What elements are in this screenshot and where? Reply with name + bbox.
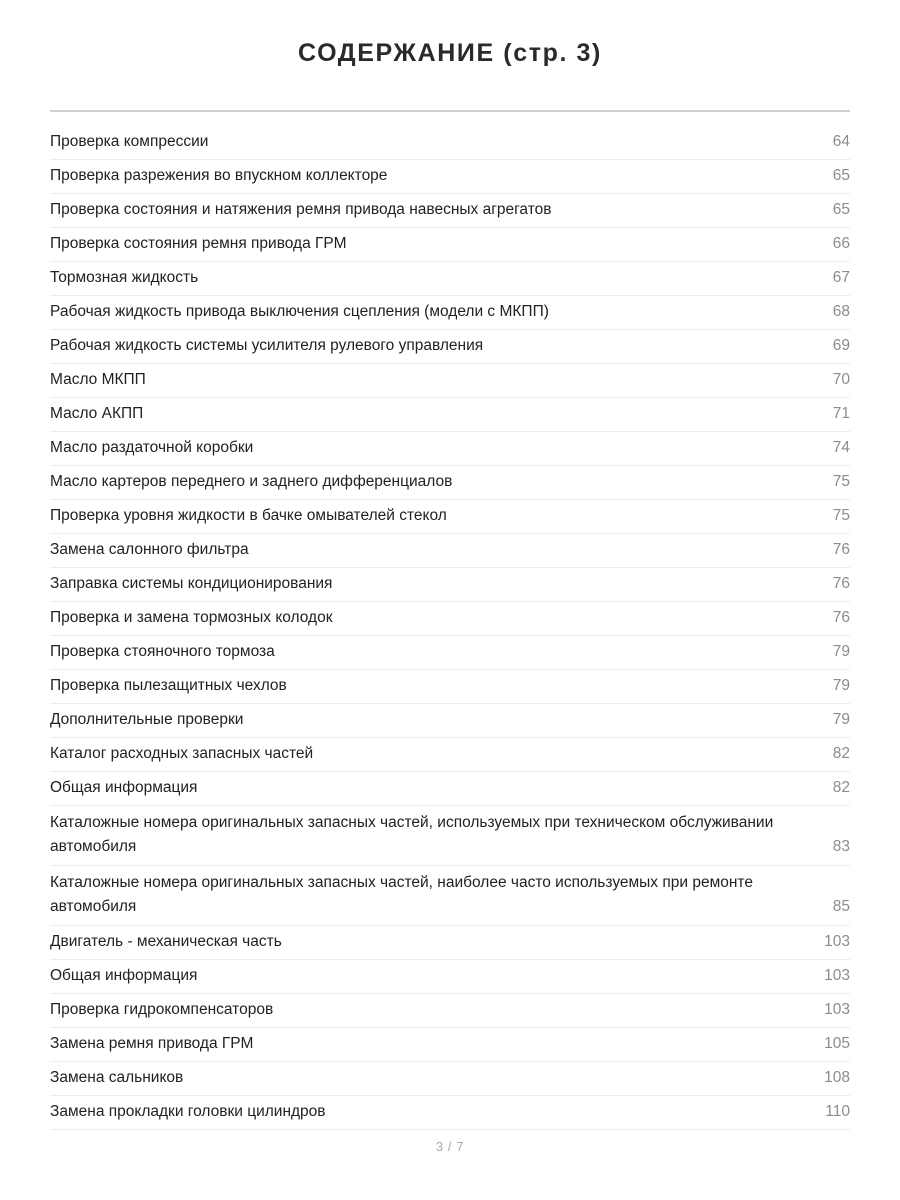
toc-entry-page-number: 67	[832, 269, 850, 287]
toc-entry-page-number: 65	[832, 167, 850, 185]
toc-entry[interactable]	[50, 262, 850, 296]
toc-entry-title: Масло раздаточной коробки	[50, 439, 254, 457]
toc-entry[interactable]	[50, 772, 850, 806]
toc-entry-page-number: 75	[832, 473, 850, 491]
toc-entry[interactable]	[50, 602, 850, 636]
toc-entry-title: Масло АКПП	[50, 405, 144, 423]
toc-entry-title: Проверка стояночного тормоза	[50, 643, 275, 661]
toc-entry[interactable]	[50, 866, 850, 926]
toc-entry[interactable]	[50, 960, 850, 994]
toc-entry-title: Проверка состояния и натяжения ремня привода навесных агрегатов	[50, 201, 552, 219]
toc-entry-title: Проверка состояния ремня привода ГРМ	[50, 235, 347, 253]
toc-entry[interactable]	[50, 568, 850, 602]
toc-entry-page-number: 65	[832, 201, 850, 219]
toc-entry-page-number: 105	[824, 1035, 850, 1053]
toc-entry[interactable]	[50, 738, 850, 772]
toc-entry-title: Проверка разрежения во впускном коллекторе	[50, 167, 388, 185]
toc-entry-page-number: 69	[832, 337, 850, 355]
toc-entry[interactable]	[50, 926, 850, 960]
toc-entry[interactable]	[50, 330, 850, 364]
toc-entry-page-number: 76	[832, 609, 850, 627]
toc-entry-title: Проверка компрессии	[50, 133, 209, 151]
toc-entry-page-number: 76	[832, 575, 850, 593]
toc-entry-title: Масло картеров переднего и заднего дифференциалов	[50, 473, 453, 491]
toc-entry[interactable]	[50, 704, 850, 738]
toc-entry-page-number: 75	[832, 507, 850, 525]
toc-entry-title: Общая информация	[50, 967, 198, 985]
toc-entry[interactable]	[50, 296, 850, 330]
toc-entry-page-number: 110	[825, 1103, 850, 1121]
toc-entry-page-number: 64	[832, 133, 850, 151]
toc-entry-title: Проверка гидрокомпенсаторов	[50, 1001, 274, 1019]
toc-entry[interactable]	[50, 994, 850, 1028]
toc-entry[interactable]	[50, 194, 850, 228]
toc-entry-title: Общая информация	[50, 779, 198, 797]
page-title: СОДЕРЖАНИЕ (стр. 3)	[298, 39, 602, 67]
page-footer: 3 / 7	[435, 1139, 465, 1154]
toc-entry-title: Проверка уровня жидкости в бачке омывателей стекол	[50, 507, 447, 525]
toc-entry-page-number: 70	[832, 371, 850, 389]
toc-entry-title: Заправка системы кондиционирования	[50, 575, 333, 593]
toc-entry-page-number: 76	[832, 541, 850, 559]
toc-entry[interactable]	[50, 398, 850, 432]
toc-entry-page-number: 66	[832, 235, 850, 253]
toc-entry-page-number: 103	[824, 933, 850, 951]
toc-entry-title: Каталог расходных запасных частей	[50, 745, 314, 763]
toc-entry-title: Тормозная жидкость	[50, 269, 199, 287]
toc-entry-page-number: 74	[832, 439, 850, 457]
toc-entry-title: Рабочая жидкость привода выключения сцепления (модели с МКПП)	[50, 303, 549, 321]
toc-entry-page-number: 79	[832, 711, 850, 729]
toc-entry-page-number: 79	[832, 643, 850, 661]
table-of-contents-list	[50, 126, 850, 1130]
toc-entry[interactable]	[50, 1096, 850, 1130]
toc-entry[interactable]	[50, 534, 850, 568]
toc-entry[interactable]	[50, 466, 850, 500]
toc-entry-title: Двигатель - механическая часть	[50, 933, 282, 951]
toc-entry[interactable]	[50, 636, 850, 670]
toc-entry-page-number: 108	[824, 1069, 850, 1087]
toc-entry-title: Дополнительные проверки	[50, 711, 244, 729]
toc-entry[interactable]	[50, 364, 850, 398]
toc-entry-title: Замена салонного фильтра	[50, 541, 249, 559]
toc-entry[interactable]	[50, 228, 850, 262]
toc-entry[interactable]	[50, 500, 850, 534]
toc-entry-page-number: 83	[832, 838, 850, 856]
toc-entry-page-number: 103	[824, 1001, 850, 1019]
toc-entry[interactable]	[50, 432, 850, 466]
toc-entry-title: Каталожные номера оригинальных запасных частей, используемых при техническом обслуживании автомобиля	[50, 814, 774, 856]
toc-entry-title: Замена сальников	[50, 1069, 184, 1087]
toc-entry-page-number: 82	[832, 779, 850, 797]
toc-entry-page-number: 71	[832, 405, 850, 423]
toc-entry[interactable]	[50, 160, 850, 194]
toc-entry-title: Проверка пылезащитных чехлов	[50, 677, 287, 695]
toc-entry-title: Каталожные номера оригинальных запасных частей, наиболее часто используемых при ремонте автомобиля	[50, 874, 753, 916]
toc-entry[interactable]	[50, 126, 850, 160]
toc-entry[interactable]	[50, 1062, 850, 1096]
toc-entry-page-number: 79	[832, 677, 850, 695]
toc-entry-page-number: 85	[832, 898, 850, 916]
toc-entry-title: Замена ремня привода ГРМ	[50, 1035, 254, 1053]
toc-entry-page-number: 68	[832, 303, 850, 321]
toc-entry-title: Замена прокладки головки цилиндров	[50, 1103, 326, 1121]
toc-entry[interactable]	[50, 806, 850, 866]
title-divider	[50, 110, 850, 112]
toc-entry-title: Проверка и замена тормозных колодок	[50, 609, 333, 627]
toc-entry[interactable]	[50, 670, 850, 704]
toc-entry-page-number: 103	[824, 967, 850, 985]
toc-entry[interactable]	[50, 1028, 850, 1062]
toc-entry-title: Рабочая жидкость системы усилителя рулевого управления	[50, 337, 484, 355]
toc-entry-page-number: 82	[832, 745, 850, 763]
toc-entry-title: Масло МКПП	[50, 371, 146, 389]
